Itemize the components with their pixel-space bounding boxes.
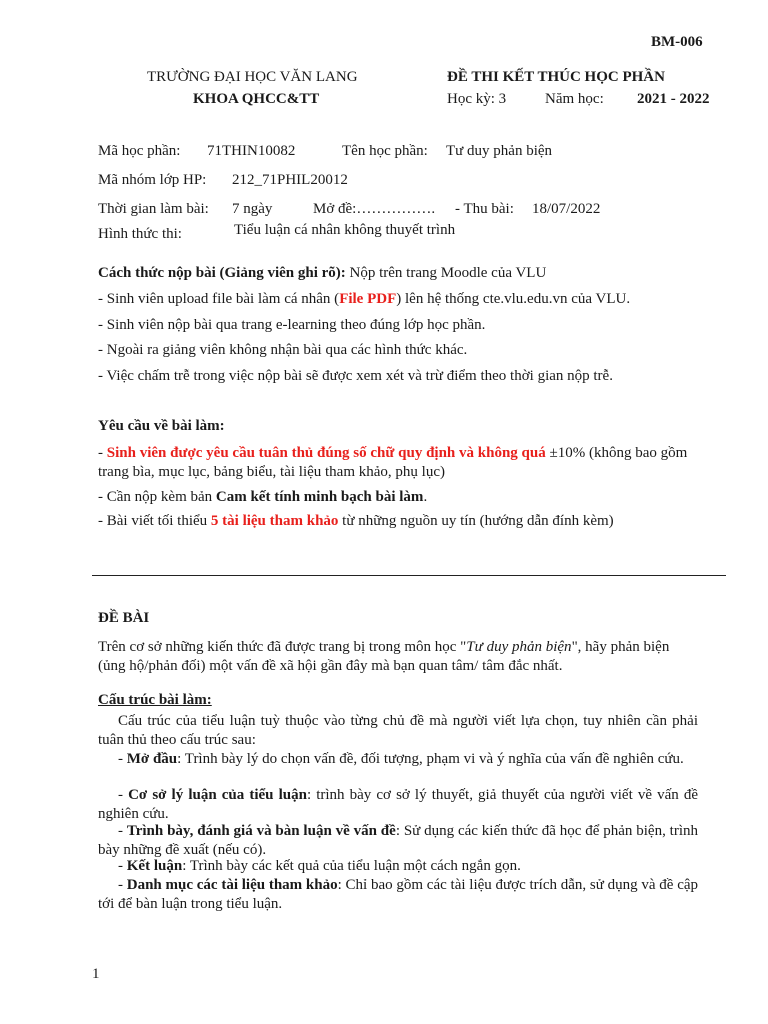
structure-heading: Cấu trúc bài làm: [98,692,212,708]
structure-item-1: - Mở đầu: Trình bày lý do chọn vấn đề, đối tượng, phạm vi và ý nghĩa của vấn đề nghiên cứu. [118,751,684,767]
school-name: TRƯỜNG ĐẠI HỌC VĂN LANG [147,69,358,85]
page-number: 1 [92,966,100,982]
structure-item-3-term: Trình bày, đánh giá và bàn luận về vấn đề [126,823,396,839]
faculty-name: KHOA QHCC&TT [193,91,320,107]
close-date-value: 18/07/2022 [532,201,601,217]
requirement-1-rest: ±10% (không bao gồm trang bìa, mục lục, bảng biểu, tài liệu tham khảo, phụ lục) [98,445,688,480]
section-divider [92,575,726,576]
requirement-2 [98,489,427,506]
structure-item-5-term: Danh mục các tài liệu tham khảo [126,877,338,893]
requirement-1 [98,444,698,482]
semester: Học kỳ: 3 [447,91,507,107]
structure-item-4: - Kết luận: Trình bày các kết quả của tiểu luận một cách ngắn gọn. [118,858,521,874]
class-group-label: Mã nhóm lớp HP: [98,172,207,188]
submission-line-1 [98,291,630,308]
assignment-prompt [98,638,698,676]
year-label: Năm học: [545,91,604,107]
duration-label: Thời gian làm bài: [98,201,209,217]
structure-intro: Cấu trúc của tiểu luận tuỳ thuộc vào từng chủ đề mà người viết lựa chọn, tuy nhiên cần phải tuân thủ theo cấu trúc sau: [98,713,698,748]
submission-line-2: - Sinh viên nộp bài qua trang e-learning theo đúng lớp học phần. [98,317,486,333]
requirement-1-highlight: Sinh viên được yêu cầu tuân thủ đúng số chữ quy định và không quá [106,445,546,461]
file-pdf-highlight: File PDF [339,291,397,307]
close-date-label: - Thu bài: [455,201,514,217]
requirement-2-a: - Cần nộp kèm bản [98,489,216,505]
structure-item-3-desc: : Sử dụng các kiến thức đã học để phản biện, trình bày những đề xuất (nếu có). [98,823,698,858]
submission-heading [98,265,546,282]
structure-item-2-term: Cơ sở lý luận của tiểu luận [128,787,307,803]
submission-line-4: - Việc chấm trễ trong việc nộp bài sẽ được xem xét và trừ điểm theo thời gian nộp trễ. [98,368,613,384]
structure-item-3: - Trình bày, đánh giá và bàn luận về vấn đề: Sử dụng các kiến thức đã học để phản biện, trình bày những đề xuất (nếu có). [98,823,698,858]
course-name-label: Tên học phần: [342,143,428,159]
duration-value: 7 ngày [232,201,273,217]
structure-item-5-desc: : Chỉ bao gồm các tài liệu được trích dẫn, sử dụng và đề cập tới để bàn luận trong tiểu luận. [98,877,699,912]
requirement-1-dash: - [98,445,107,461]
submission-heading-label: Cách thức nộp bài (Giảng viên ghi rõ): [98,265,346,281]
requirement-3 [98,513,614,530]
course-code-label: Mã học phần: [98,143,181,159]
year-value: 2021 - 2022 [637,91,710,107]
exam-title: ĐỀ THI KẾT THÚC HỌC PHẦN [447,69,665,85]
structure-item-1-term: Mở đầu [126,751,178,767]
requirement-2-b: . [423,489,428,505]
course-code-value: 71THIN10082 [207,143,296,159]
structure-item-1-desc: : Trình bày lý do chọn vấn đề, đối tượng, phạm vi và ý nghĩa của vấn đề nghiên cứu. [177,751,684,767]
requirement-3-b: từ những nguồn uy tín (hướng dẫn đính kèm) [338,513,614,529]
structure-item-4-desc: : Trình bày các kết quả của tiểu luận một cách ngắn gọn. [182,858,521,874]
structure-item-2-desc: : trình bày cơ sở lý thuyết, giả thuyết của người viết về vấn đề nghiên cứu. [98,787,698,822]
assignment-heading: ĐỀ BÀI [98,610,150,626]
assignment-prompt-course: Tư duy phản biện [466,639,572,655]
structure-item-4-term: Kết luận [126,858,183,874]
requirement-3-a: - Bài viết tối thiểu [98,513,211,529]
submission-line-1-b: ) lên hệ thống cte.vlu.edu.vn của VLU. [396,291,631,307]
exam-format-value: Tiểu luận cá nhân không thuyết trình [234,222,456,238]
open-date: Mở đề:……………. [313,201,436,217]
class-group-value: 212_71PHIL20012 [232,172,348,188]
requirement-2-bold: Cam kết tính minh bạch bài làm [215,489,424,505]
structure-item-2: - Cơ sở lý luận của tiểu luận: trình bày cơ sở lý thuyết, giả thuyết của người viết về vấn đề nghiên cứu. [98,787,698,822]
assignment-prompt-b: ", hãy phản biện (ủng hộ/phản đối) một vấn đề xã hội gần đây mà bạn quan tâm/ tâm đắc nhất. [98,639,670,674]
assignment-prompt-a: Trên cơ sở những kiến thức đã được trang bị trong môn học " [98,639,467,655]
submission-line-3: - Ngoài ra giảng viên không nhận bài qua các hình thức khác. [98,342,468,358]
course-name-value: Tư duy phản biện [446,143,553,159]
requirements-heading: Yêu cầu về bài làm: [98,418,225,434]
submission-line-1-a: - Sinh viên upload file bài làm cá nhân ( [98,291,340,307]
submission-heading-rest: Nộp trên trang Moodle của VLU [345,265,547,281]
structure-item-5: - Danh mục các tài liệu tham khảo: Chỉ bao gồm các tài liệu được trích dẫn, sử dụng và đề cập tới để bàn luận trong tiểu luận. [98,877,699,912]
form-code: BM-006 [651,34,703,50]
exam-format-label: Hình thức thi: [98,226,182,242]
requirement-3-highlight: 5 tài liệu tham khảo [210,513,339,529]
